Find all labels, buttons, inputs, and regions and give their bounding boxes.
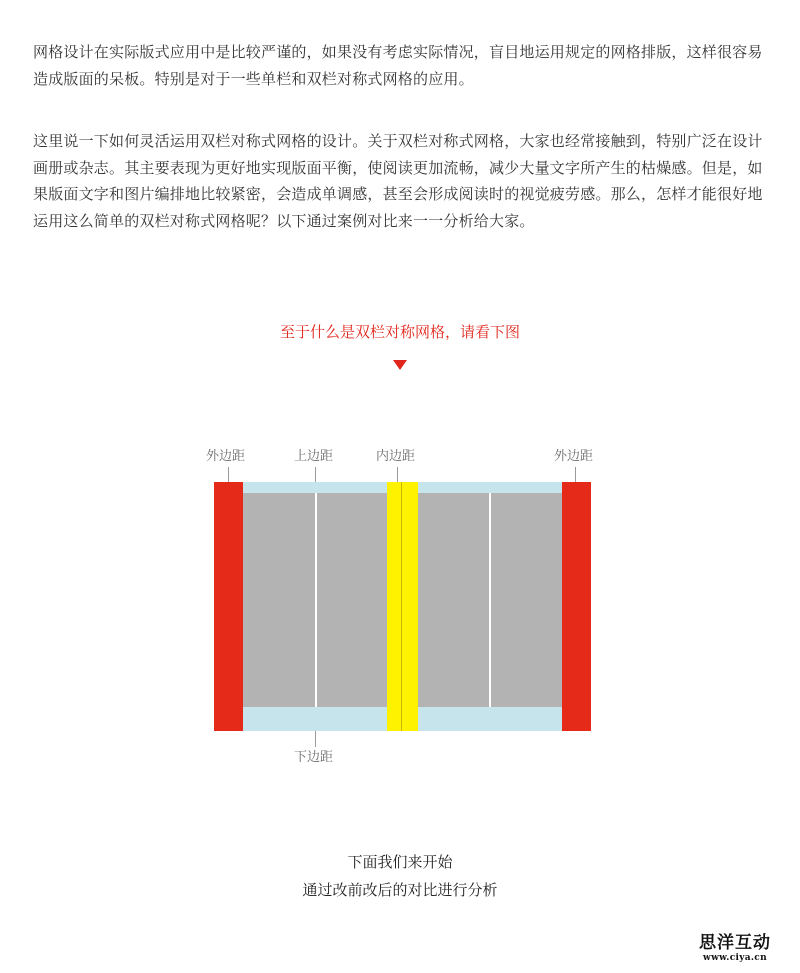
brand-name: 思洋互动 [699, 933, 771, 953]
down-arrow-icon [393, 360, 407, 370]
outer-margin-right-bar [562, 482, 591, 731]
bottom-margin-label: 下边距 [294, 750, 334, 765]
inner-margin-label: 内边距 [376, 449, 416, 464]
outer-margin-left-tick [228, 467, 229, 482]
outer-margin-right-label: 外边距 [554, 449, 594, 464]
brand-url: www.ciya.cn [703, 953, 767, 963]
intro-paragraph: 网格设计在实际版式应用中是比较严谨的，如果没有考虑实际情况，盲目地运用规定的网格排版，这样很容易造成版面的呆板。特别是对于一些单栏和双栏对称式网格的应用。 [33, 43, 763, 88]
brand-watermark [695, 933, 775, 964]
outer-margin-right-tick [575, 467, 576, 482]
top-margin-label: 上边距 [294, 449, 334, 464]
left-column-divider [315, 493, 317, 707]
closing-line-1: 下面我们来开始 [347, 853, 453, 871]
bottom-margin-tick [315, 731, 316, 747]
diagram-callout: 至于什么是双栏对称网格，请看下图 [279, 323, 520, 341]
top-margin-tick [315, 467, 316, 482]
inner-margin-tick [397, 467, 398, 482]
outer-margin-left-bar [214, 482, 243, 731]
closing-line-2: 通过改前改后的对比进行分析 [302, 881, 498, 899]
gutter-center-line [401, 482, 402, 731]
explanation-paragraph: 这里说一下如何灵活运用双栏对称式网格的设计。关于双栏对称式网格，大家也经常接触到，特别广泛在设计画册或杂志。其主要表现为更好地实现版面平衡，使阅读更加流畅，减少大量文字所产生的枯燥感。但是，如果版面文字和图片编排地比较紧密，会造成单调感，甚至会形成阅读时的视觉疲劳感。那么，怎样才能很好地运用这么简单的双栏对称式网格呢？以下通过案例对比来一一分析给大家。 [33, 132, 763, 230]
outer-margin-left-label: 外边距 [206, 449, 246, 464]
inner-margin-gutter [387, 482, 418, 731]
right-column-divider [489, 493, 491, 707]
